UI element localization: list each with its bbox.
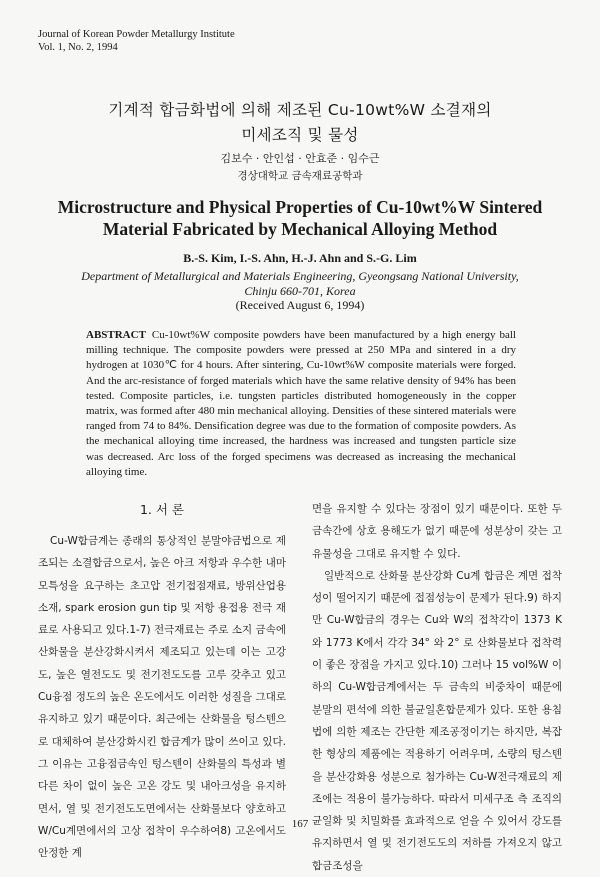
right-paragraph-1: 면을 유지할 수 있다는 장점이 있기 때문이다. 또한 두 금속간에 상호 용해도가 없기 때문에 성분상이 갖는 고유물성을 그대로 유지할 수 있다. (312, 503, 562, 560)
english-authors: B.-S. Kim, I.-S. Ahn, H.-J. Ahn and S.-G. Lim (183, 251, 417, 265)
korean-affiliation: 경상대학교 금속재료공학과 (237, 170, 363, 182)
left-paragraph: Cu-W합금계는 종래의 통상적인 분말야금법으로 제조되는 소결합금으로서, 높은 아크 저항과 우수한 내마모특성을 요구하는 초고압 전기접점재료, 방위산업용 소재, spark erosion gun tip 및 저항 용접용 전극 재료로 사용되고 있다.1-7) 전극재료는 주로 소지 금속에 산화물을 분산강화시켜서 제조되고 있는데 이는 고강도, 높은 열전도도 및 전기전도도를 고루 갖추고 있고 Cu융점 정도의 높은 온도에서도 이러한 성질을 그대로 유지하고 있기 때문이다. 최근에는 산화물을 텅스텐으로 대체하여 분산강화시킨 합금계가 많이 쓰이고 있다. 그 이유는 고융점금속인 텅스텐이 산화물의 특성과 별다른 차이 없이 높은 고온 강도 및 내아크성을 유지하면서, 열 및 전기전도도면에서는 산화물보다 양호하고 W/Cu계면에서의 고상 접착이 우수하여8) 고온에서도 안정한 계 (38, 535, 286, 860)
abstract-label: ABSTRACT (86, 329, 146, 341)
english-title-line2: Material Fabricated by Mechanical Alloying Method (102, 219, 498, 239)
received-date: (Received August 6, 1994) (235, 298, 365, 312)
english-title-line1: Microstructure and Physical Properties of Cu-10wt%W Sintered (57, 197, 543, 217)
english-affiliation-line1: Department of Metallurgical and Materials Engineering, Gyeongsang National University, (81, 269, 519, 283)
right-paragraph-2: 일반적으로 산화물 분산강화 Cu계 합금은 계면 접착성이 떨어지기 때문에 접점성능이 문제가 된다.9) 하지만 Cu-W합금의 경우는 Cu와 W의 접착각이 1373 K와 1773 K에서 각각 34° 와 2° 로 산화물보다 접착력이 좋은 장점을 가지고 있다.10) 그러나 15 vol%W 이하의 Cu-W합금계에서는 두 금속의 비중차이 때문에 분말의 편석에 의한 불균일혼합문제가 있다. 또한 용침법에 의한 제조는 간단한 제조공정이기는 하지만, 복잡한 형상의 제품에는 적용하기 어려우며, 소량의 텅스텐을 분산강화용 성분으로 첨가하는 Cu-W전극재료의 제조에는 적용이 불가능하다. 따라서 미세구조 측 조직의 균일화 및 치밀화를 효과적으로 얻을 수 있어서 강도를 유지하면서 열 및 전기전도도의 저하를 가져오지 않고 합금조성을 (312, 569, 562, 872)
journal-volume: Vol. 1, No. 2, 1994 (38, 42, 118, 53)
abstract (86, 328, 516, 480)
abstract-text: Cu-10wt%W composite powders have been manufactured by a high energy ball milling technique. The composite powders were pressed at 250 MPa and sintered in a dry hydrogen at 1030℃ for 4 hours. After sintering, Cu-10wt%W composite materials were forged. And the arc-resistance of forged materials which have the same relative density of 94% has been tested. Composite particles, i.e. tungsten particles distributed homogeneously in the copper matrix, was formed after 480 min mechanical alloying. Densities of these sintered materials were ranged from 74 to 84%. Densification degree was due to the formation of composite powders. As the mechanical alloying time increased, the hardness was increased and tungsten particle size was decreased. Arc loss of the forged specimens was decreased as increasing the mechanical alloying time. (86, 329, 516, 478)
journal-name: Journal of Korean Powder Metallurgy Institute (38, 29, 235, 40)
korean-authors: 김보수 · 안인섭 · 안효준 · 임수근 (220, 152, 380, 165)
english-affiliation (0, 269, 600, 299)
english-title (0, 196, 600, 240)
korean-title (0, 98, 600, 148)
korean-title-line1: 기계적 합금화법에 의해 제조된 Cu-10wt%W 소결재의 (108, 101, 492, 119)
journal-header (38, 28, 235, 54)
page-number: 167 (291, 818, 309, 830)
left-column (38, 530, 286, 864)
korean-title-line2: 미세조직 및 물성 (241, 126, 359, 144)
section-heading-introduction: 1. 서 론 (139, 502, 185, 517)
english-affiliation-line2: Chinju 660-701, Korea (244, 284, 356, 298)
